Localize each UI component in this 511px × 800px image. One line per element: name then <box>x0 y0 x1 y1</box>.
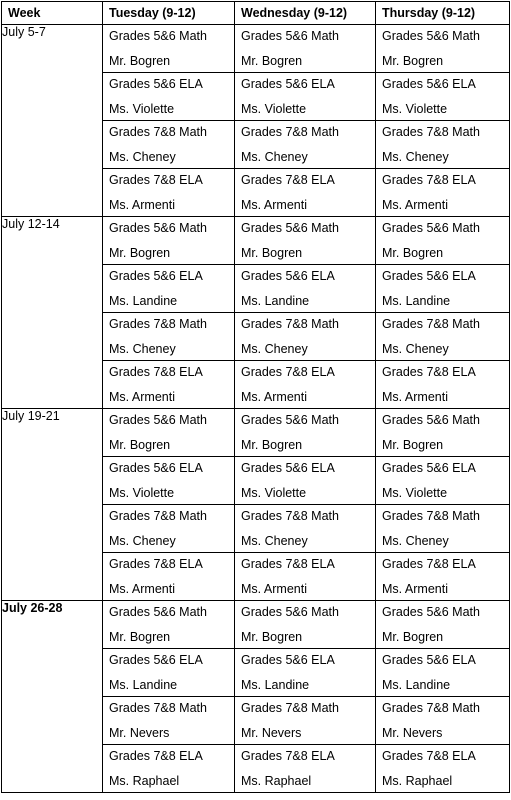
teacher-name: Mr. Bogren <box>382 246 444 260</box>
course-name: Grades 5&6 ELA <box>241 269 335 283</box>
course-name: Grades 7&8 Math <box>109 701 207 715</box>
teacher-name: Ms. Armenti <box>109 198 175 212</box>
session-cell-wednesday <box>235 553 376 601</box>
course-name: Grades 7&8 ELA <box>109 365 203 379</box>
course-name: Grades 5&6 ELA <box>109 653 203 667</box>
table-row <box>2 601 510 649</box>
week-label: July 26-28 <box>2 601 103 793</box>
session-cell-tuesday <box>103 697 235 745</box>
session-cell-wednesday <box>235 169 376 217</box>
course-name: Grades 5&6 ELA <box>109 461 203 475</box>
course-name: Grades 7&8 Math <box>241 125 339 139</box>
teacher-name: Ms. Armenti <box>382 390 448 404</box>
teacher-name: Ms. Cheney <box>382 150 449 164</box>
teacher-name: Mr. Bogren <box>109 54 171 68</box>
teacher-name: Ms. Violette <box>109 486 175 500</box>
session-cell-tuesday <box>103 649 235 697</box>
teacher-name: Ms. Cheney <box>382 534 449 548</box>
course-name: Grades 7&8 ELA <box>382 173 476 187</box>
session-cell-wednesday <box>235 73 376 121</box>
session-cell-thursday <box>376 601 510 649</box>
course-name: Grades 5&6 ELA <box>382 461 476 475</box>
session-cell-tuesday <box>103 73 235 121</box>
course-name: Grades 5&6 Math <box>382 605 480 619</box>
teacher-name: Ms. Landine <box>241 678 310 692</box>
session-cell-tuesday <box>103 553 235 601</box>
session-cell-wednesday <box>235 601 376 649</box>
course-name: Grades 7&8 ELA <box>382 557 476 571</box>
session-cell-thursday <box>376 409 510 457</box>
teacher-name: Ms. Cheney <box>241 342 308 356</box>
session-cell-thursday <box>376 457 510 505</box>
course-name: Grades 5&6 ELA <box>382 653 476 667</box>
session-cell-tuesday <box>103 505 235 553</box>
session-cell-tuesday <box>103 313 235 361</box>
course-name: Grades 5&6 Math <box>382 29 480 43</box>
teacher-name: Ms. Cheney <box>109 534 176 548</box>
session-cell-thursday <box>376 361 510 409</box>
session-cell-thursday <box>376 649 510 697</box>
session-cell-wednesday <box>235 361 376 409</box>
session-cell-thursday <box>376 265 510 313</box>
session-cell-wednesday <box>235 217 376 265</box>
schedule-body <box>2 25 510 793</box>
teacher-name: Mr. Bogren <box>109 438 171 452</box>
course-name: Grades 5&6 ELA <box>109 77 203 91</box>
session-cell-tuesday <box>103 601 235 649</box>
teacher-name: Ms. Armenti <box>241 390 307 404</box>
session-cell-thursday <box>376 745 510 793</box>
course-name: Grades 5&6 ELA <box>241 653 335 667</box>
course-name: Grades 7&8 Math <box>241 701 339 715</box>
teacher-name: Mr. Bogren <box>241 54 303 68</box>
teacher-name: Mr. Bogren <box>241 246 303 260</box>
session-cell-thursday <box>376 73 510 121</box>
course-name: Grades 7&8 ELA <box>382 365 476 379</box>
course-name: Grades 7&8 Math <box>382 701 480 715</box>
teacher-name: Ms. Cheney <box>382 342 449 356</box>
teacher-name: Ms. Landine <box>109 678 178 692</box>
course-name: Grades 7&8 ELA <box>241 365 335 379</box>
course-name: Grades 7&8 Math <box>109 317 207 331</box>
session-cell-tuesday <box>103 217 235 265</box>
teacher-name: Mr. Nevers <box>382 726 443 740</box>
course-name: Grades 7&8 ELA <box>241 173 335 187</box>
course-name: Grades 7&8 ELA <box>382 749 476 763</box>
teacher-name: Ms. Cheney <box>109 342 176 356</box>
course-name: Grades 7&8 Math <box>382 317 480 331</box>
teacher-name: Mr. Bogren <box>241 630 303 644</box>
teacher-name: Ms. Armenti <box>382 582 448 596</box>
teacher-name: Mr. Bogren <box>241 438 303 452</box>
session-cell-wednesday <box>235 265 376 313</box>
teacher-name: Ms. Landine <box>382 294 451 308</box>
week-label: July 19-21 <box>2 409 103 601</box>
course-name: Grades 5&6 ELA <box>241 461 335 475</box>
teacher-name: Ms. Landine <box>382 678 451 692</box>
session-cell-thursday <box>376 121 510 169</box>
teacher-name: Ms. Violette <box>109 102 175 116</box>
session-cell-tuesday <box>103 265 235 313</box>
schedule-table <box>1 1 510 793</box>
session-cell-thursday <box>376 553 510 601</box>
teacher-name: Ms. Violette <box>382 102 448 116</box>
header-tuesday: Tuesday (9-12) <box>103 2 235 25</box>
session-cell-tuesday <box>103 121 235 169</box>
course-name: Grades 7&8 Math <box>109 125 207 139</box>
teacher-name: Mr. Bogren <box>109 246 171 260</box>
teacher-name: Ms. Armenti <box>241 582 307 596</box>
session-cell-wednesday <box>235 25 376 73</box>
teacher-name: Mr. Bogren <box>382 54 444 68</box>
course-name: Grades 7&8 Math <box>241 509 339 523</box>
session-cell-tuesday <box>103 457 235 505</box>
teacher-name: Mr. Bogren <box>382 438 444 452</box>
course-name: Grades 7&8 ELA <box>109 749 203 763</box>
session-cell-thursday <box>376 505 510 553</box>
session-cell-wednesday <box>235 649 376 697</box>
header-thursday: Thursday (9-12) <box>376 2 510 25</box>
course-name: Grades 7&8 ELA <box>109 557 203 571</box>
teacher-name: Mr. Bogren <box>382 630 444 644</box>
session-cell-wednesday <box>235 505 376 553</box>
session-cell-thursday <box>376 697 510 745</box>
header-row <box>2 2 510 25</box>
teacher-name: Mr. Bogren <box>109 630 171 644</box>
course-name: Grades 5&6 Math <box>241 221 339 235</box>
course-name: Grades 7&8 Math <box>382 509 480 523</box>
teacher-name: Ms. Cheney <box>241 150 308 164</box>
course-name: Grades 5&6 Math <box>241 29 339 43</box>
teacher-name: Ms. Raphael <box>241 774 312 788</box>
teacher-name: Ms. Violette <box>241 486 307 500</box>
session-cell-wednesday <box>235 313 376 361</box>
course-name: Grades 7&8 ELA <box>241 749 335 763</box>
course-name: Grades 5&6 ELA <box>109 269 203 283</box>
session-cell-thursday <box>376 313 510 361</box>
course-name: Grades 5&6 ELA <box>382 77 476 91</box>
course-name: Grades 5&6 Math <box>241 605 339 619</box>
course-name: Grades 7&8 Math <box>241 317 339 331</box>
course-name: Grades 5&6 Math <box>109 605 207 619</box>
session-cell-wednesday <box>235 745 376 793</box>
teacher-name: Ms. Armenti <box>382 198 448 212</box>
session-cell-wednesday <box>235 409 376 457</box>
course-name: Grades 7&8 Math <box>109 509 207 523</box>
session-cell-tuesday <box>103 745 235 793</box>
teacher-name: Ms. Landine <box>109 294 178 308</box>
course-name: Grades 7&8 ELA <box>241 557 335 571</box>
table-row <box>2 217 510 265</box>
course-name: Grades 7&8 Math <box>382 125 480 139</box>
teacher-name: Ms. Raphael <box>382 774 453 788</box>
table-row <box>2 409 510 457</box>
teacher-name: Ms. Cheney <box>241 534 308 548</box>
course-name: Grades 5&6 Math <box>109 413 207 427</box>
teacher-name: Ms. Cheney <box>109 150 176 164</box>
course-name: Grades 5&6 Math <box>382 413 480 427</box>
course-name: Grades 5&6 ELA <box>382 269 476 283</box>
week-label: July 12-14 <box>2 217 103 409</box>
header-week: Week <box>2 2 103 25</box>
session-cell-tuesday <box>103 361 235 409</box>
teacher-name: Ms. Violette <box>382 486 448 500</box>
teacher-name: Mr. Nevers <box>241 726 302 740</box>
session-cell-wednesday <box>235 457 376 505</box>
teacher-name: Ms. Raphael <box>109 774 180 788</box>
teacher-name: Ms. Landine <box>241 294 310 308</box>
course-name: Grades 5&6 ELA <box>241 77 335 91</box>
course-name: Grades 5&6 Math <box>382 221 480 235</box>
table-row <box>2 25 510 73</box>
session-cell-thursday <box>376 25 510 73</box>
session-cell-tuesday <box>103 25 235 73</box>
teacher-name: Mr. Nevers <box>109 726 170 740</box>
teacher-name: Ms. Armenti <box>109 582 175 596</box>
teacher-name: Ms. Armenti <box>109 390 175 404</box>
course-name: Grades 5&6 Math <box>241 413 339 427</box>
course-name: Grades 5&6 Math <box>109 221 207 235</box>
course-name: Grades 7&8 ELA <box>109 173 203 187</box>
session-cell-tuesday <box>103 169 235 217</box>
teacher-name: Ms. Violette <box>241 102 307 116</box>
session-cell-tuesday <box>103 409 235 457</box>
session-cell-thursday <box>376 169 510 217</box>
teacher-name: Ms. Armenti <box>241 198 307 212</box>
week-label: July 5-7 <box>2 25 103 217</box>
session-cell-thursday <box>376 217 510 265</box>
course-name: Grades 5&6 Math <box>109 29 207 43</box>
header-wednesday: Wednesday (9-12) <box>235 2 376 25</box>
session-cell-wednesday <box>235 697 376 745</box>
session-cell-wednesday <box>235 121 376 169</box>
